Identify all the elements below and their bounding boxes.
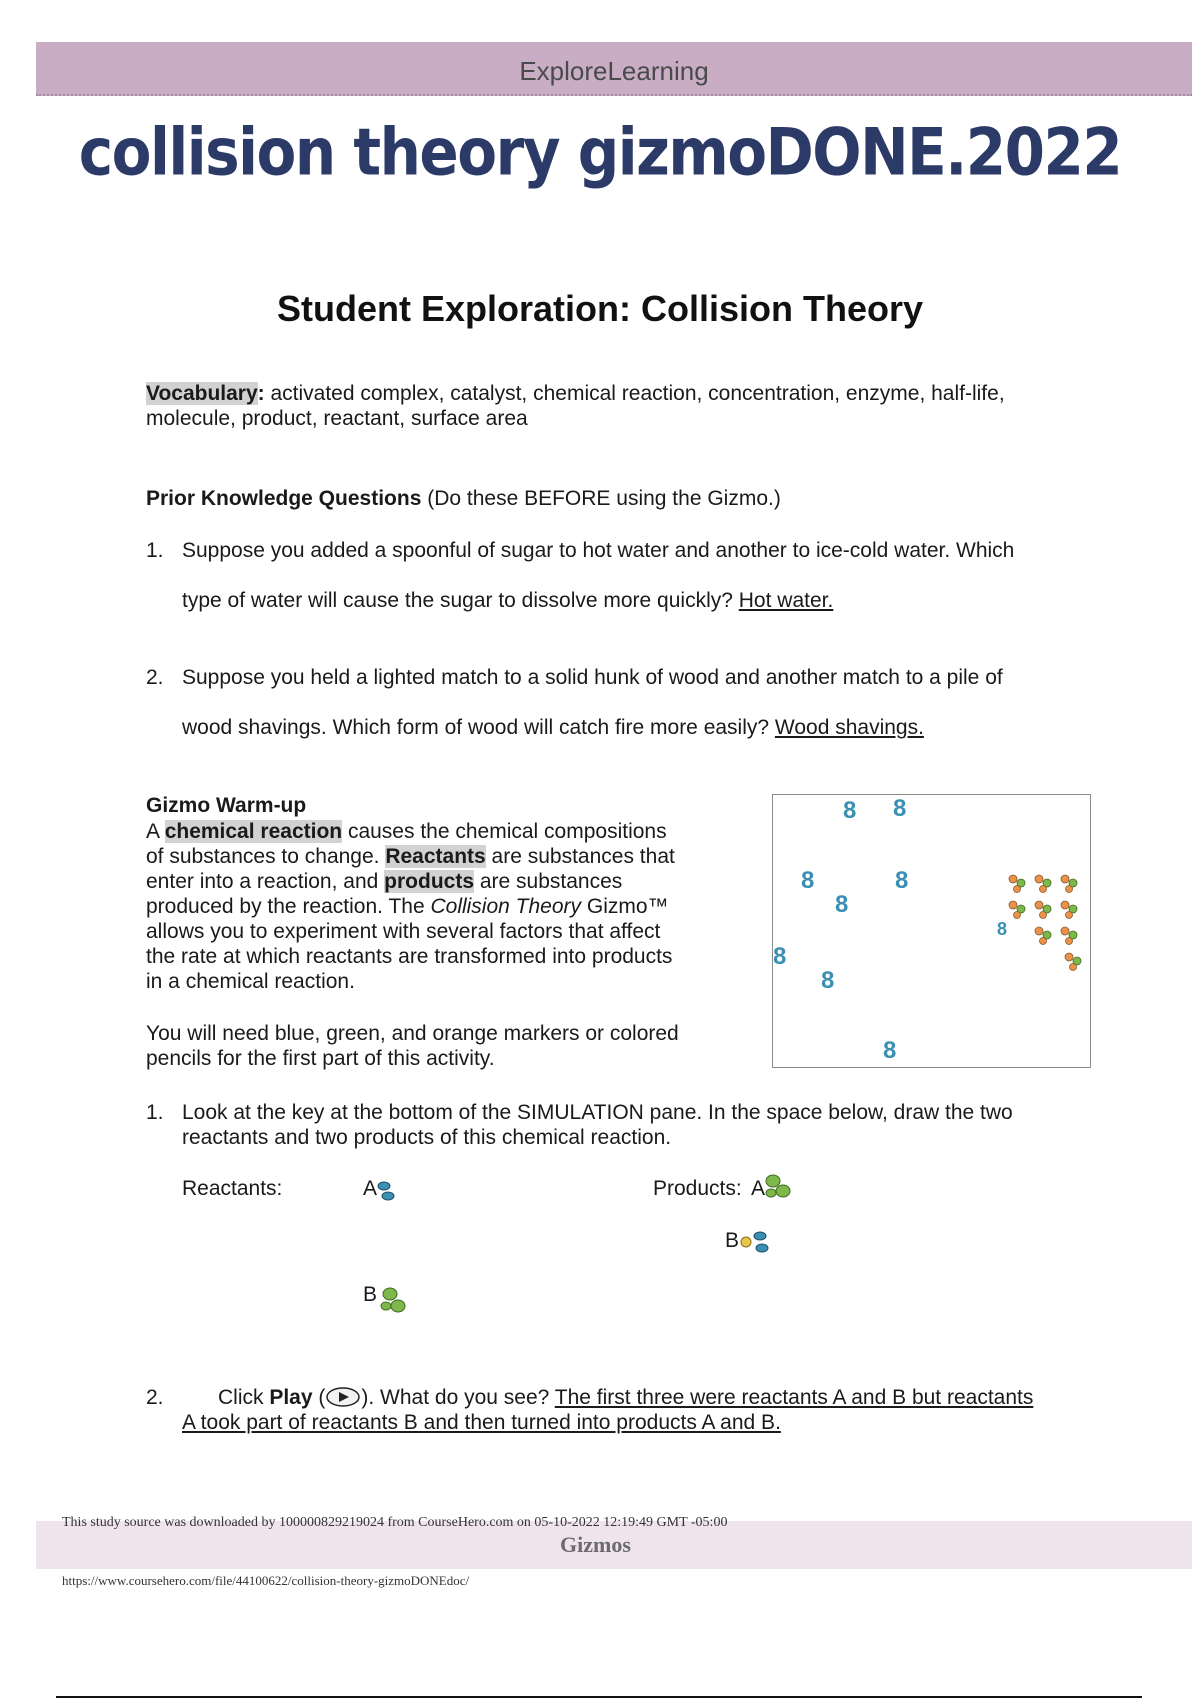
products-label: Products: <box>653 1177 742 1200</box>
warmup-text: in a chemical reaction. <box>146 970 355 993</box>
warmup-text: Gizmo™ <box>581 895 669 918</box>
warmup-text: pencils for the first part of this activity. <box>146 1047 495 1070</box>
gizmos-logo: Gizmos <box>560 1532 631 1557</box>
question-1-answer: Hot water. <box>738 589 834 612</box>
vocabulary-block <box>146 381 1096 431</box>
prior-knowledge-note: (Do these BEFORE using the Gizmo.) <box>421 487 781 510</box>
prior-knowledge-heading <box>146 486 781 511</box>
activity-question-1 <box>182 1100 1142 1150</box>
warmup-text: the rate at which reactants are transformed into products <box>146 945 673 968</box>
document-title: collision theory gizmoDONE.2022 <box>78 113 1122 191</box>
term-reactants: Reactants <box>385 845 486 868</box>
warmup-text: are substances that <box>485 845 675 868</box>
product-a-label: A <box>751 1177 766 1200</box>
bottom-divider <box>56 1696 1142 1698</box>
reactant-molecule: 8 <box>821 967 835 994</box>
reactant-b-label: B <box>363 1283 378 1306</box>
warmup-markers-note <box>146 1021 726 1071</box>
warmup-title: Gizmo Warm-up <box>146 794 307 817</box>
reactant-molecule: 8 <box>843 797 857 824</box>
product-b-label: B <box>725 1229 740 1252</box>
simulation-image <box>772 794 1091 1068</box>
reactants-label: Reactants: <box>182 1177 283 1200</box>
product-cluster-icon <box>1001 871 1085 981</box>
vocabulary-label: Vocabulary <box>146 382 258 405</box>
question-2-answer: Wood shavings. <box>774 716 924 739</box>
reactant-molecule: 8 <box>997 919 1008 939</box>
activity-question-2-answer-line1: The first three were reactants A and B but reactants <box>554 1386 1034 1409</box>
vocabulary-terms-line2: molecule, product, reactant, surface area <box>146 407 528 430</box>
warmup-text: are substances <box>474 870 623 893</box>
reactant-molecule: 8 <box>895 867 909 894</box>
activity-question-2 <box>182 1385 1102 1435</box>
question-1-text: type of water will cause the sugar to dissolve more quickly? <box>182 589 739 612</box>
warmup-paragraph <box>146 819 726 994</box>
activity-question-1-line1: Look at the key at the bottom of the SIMULATION pane. In the space below, draw the two <box>182 1101 1013 1124</box>
page-title: Student Exploration: Collision Theory <box>276 288 923 329</box>
reactant-molecule: 8 <box>835 891 849 918</box>
question-number: 2. <box>146 1386 164 1409</box>
warmup-text: You will need blue, green, and orange markers or colored <box>146 1022 679 1045</box>
source-url[interactable]: https://www.coursehero.com/file/44100622/collision-theory-gizmoDONEdoc/ <box>62 1573 470 1588</box>
question-number: 2. <box>146 666 164 689</box>
reactant-b-molecule-icon <box>378 1284 410 1318</box>
activity-question-1-line2: reactants and two products of this chemical reaction. <box>182 1126 672 1149</box>
brand-logo: ExploreLearning <box>519 56 709 86</box>
reactant-molecule: 8 <box>893 795 907 822</box>
reactant-a-label: A <box>363 1177 378 1200</box>
warmup-text: A <box>146 820 165 843</box>
reactant-molecule: 8 <box>773 943 787 970</box>
question-1-line1: Suppose you added a spoonful of sugar to hot water and another to ice-cold water. Which <box>182 539 1015 562</box>
product-b-molecule-icon <box>738 1228 772 1258</box>
term-products: products <box>384 870 475 893</box>
activity-question-2-prefix: Click <box>218 1386 270 1409</box>
paren-close: ). What do you see? <box>361 1386 555 1409</box>
question-2-line2 <box>182 715 1142 740</box>
warmup-text: of substances to change. <box>146 845 386 868</box>
question-2-line1: Suppose you held a lighted match to a solid hunk of wood and another match to a pile of <box>182 666 1003 689</box>
play-label: Play <box>269 1386 313 1409</box>
warmup-text: enter into a reaction, and <box>146 870 385 893</box>
reactant-a-molecule-icon <box>375 1180 397 1204</box>
vocabulary-terms-line1: activated complex, catalyst, chemical reaction, concentration, enzyme, half-life, <box>264 382 1005 405</box>
product-a-molecule-icon <box>763 1172 793 1202</box>
question-2-text: wood shavings. Which form of wood will catch fire more easily? <box>182 716 775 739</box>
activity-question-2-answer-line2: A took part of reactants B and then turned into products A and B. <box>182 1411 781 1434</box>
header-band <box>36 42 1192 96</box>
prior-knowledge-title: Prior Knowledge Questions <box>146 487 422 510</box>
term-chemical-reaction: chemical reaction <box>164 820 343 843</box>
reactant-molecule: 8 <box>801 867 815 894</box>
play-button-icon <box>325 1387 361 1407</box>
warmup-text: produced by the reaction. The <box>146 895 431 918</box>
vocabulary-colon: : <box>257 382 265 405</box>
warmup-text: causes the chemical compositions <box>342 820 667 843</box>
paren-open: ( <box>312 1386 326 1409</box>
gizmo-name: Collision Theory <box>430 895 582 918</box>
warmup-text: allows you to experiment with several factors that affect <box>146 920 661 943</box>
question-1-line2 <box>182 588 1142 613</box>
download-notice: This study source was downloaded by 100000829219024 from CourseHero.com on 05-10-2022 12:19:49 GMT -05:00 <box>62 1515 728 1530</box>
question-number: 1. <box>146 1101 164 1124</box>
question-number: 1. <box>146 539 164 562</box>
reactant-molecule: 8 <box>883 1037 897 1064</box>
